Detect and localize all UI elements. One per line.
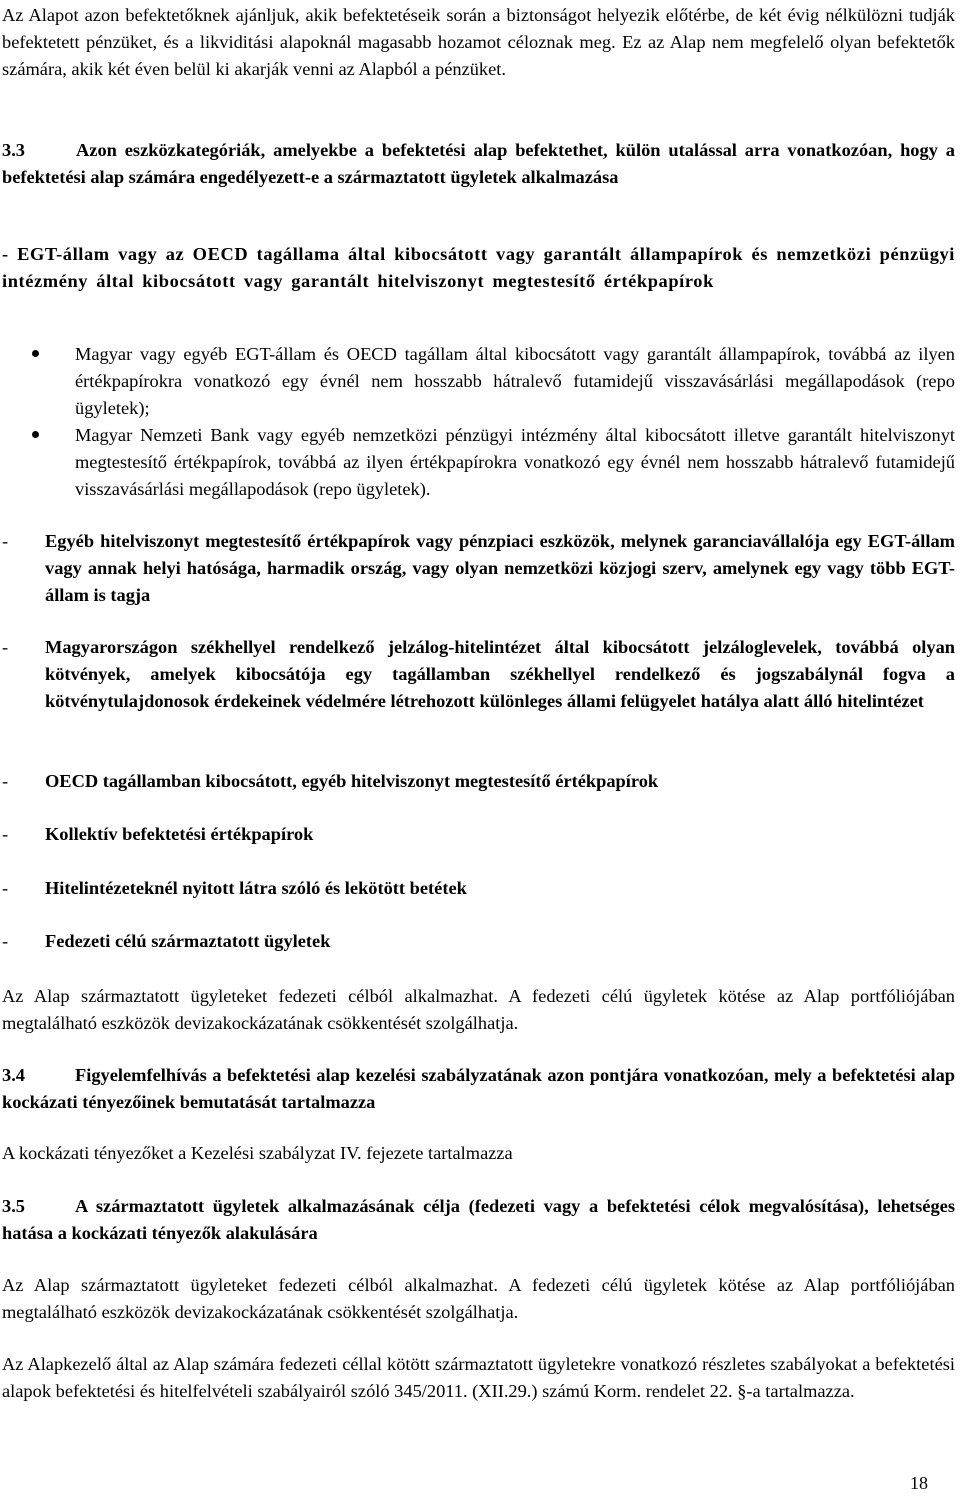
section-3-4-heading [2,1062,955,1116]
asset-category-text: Fedezeti célú származtatott ügyletek [45,931,331,951]
asset-category-text: OECD tagállamban kibocsátott, egyéb hitelviszonyt megtestesítő értékpapírok [45,771,659,791]
asset-category-item [2,768,955,795]
regulation-paragraph: Az Alapkezelő által az Alap számára fedezeti céllal kötött származtatott ügyletekre vonatkozó részletes szabályokat a befektetési alapok befektetési és hitelfelvételi szabályairól szóló 345/2011. (XII.29.) számú Korm. rendelet 22. §-a tartalmazza. [2,1354,955,1401]
intro-paragraph: Az Alapot azon befektetőknek ajánljuk, akik befektetéseik során a biztonságot helyezik előtérbe, de két évig nélkülözni tudják befektetett pénzüket, és a likviditási alapoknál magasabb hozamot céloznak meg. Ez az Alap nem megfelelő olyan befektetők számára, akik két éven belül ki akarják venni az Alapból a pénzüket. [2,5,955,79]
asset-category-text: Magyarországon székhellyel rendelkező jelzálog-hitelintézet által kibocsátott jelzáloglevelek, továbbá olyan kötvények, amelyek kibocsátója egy tagállamban székhellyel rendelkező és jogszabálynál fogva a kötvénytulajdonosok érdekeinek védelmére létrehozott különleges állami felügyelet hatálya alatt álló hitelintézet [45,637,955,711]
dash-marker: - [2,878,9,898]
dash-marker: - [2,531,9,551]
section-title: Figyelemfelhívás a befektetési alap kezelési szabályzatának azon pontjára vonatkozóan, mely a befektetési alap kockázati tényezőinek bemutatását tartalmazza [2,1065,955,1112]
asset-category-text: Egyéb hitelviszonyt megtestesítő értékpapírok vagy pénzpiaci eszközök, melynek garanciavállalója egy EGT-állam vagy annak helyi hatósága, harmadik ország, vagy olyan nemzetközi közjogi szerv, amelynek egy vagy több EGT-állam is tagja [45,531,955,605]
hedging-paragraph: Az Alap származtatott ügyleteket fedezeti célból alkalmazhat. A fedezeti célú ügyletek kötése az Alap portfóliójában megtalálható eszközök devizakockázatának csökkentését szolgálhatja. [2,986,955,1033]
asset-category-state-securities: - EGT-állam vagy az OECD tagállama által kibocsátott vagy garantált állampapírok és nemzetközi pénzügyi intézmény által kibocsátott vagy garantált hitelviszonyt megtestesítő értékpapírok [2,244,955,291]
section-3-3-heading [2,137,955,191]
bullet-icon [32,431,39,438]
list-item-text: Magyar vagy egyéb EGT-állam és OECD tagállam által kibocsátott vagy garantált állampapírok, továbbá az ilyen értékpapírokra vonatkozó egy évnél nem hosszabb hátralevő futamidejű visszavásárlási megállapodások (repo ügyletek); [75,344,955,418]
section-number: 3.5 [2,1196,25,1216]
asset-category-text: Kollektív befektetési értékpapírok [45,824,314,844]
dash-marker: - [2,931,9,951]
dash-marker: - [2,824,9,844]
asset-category-item [2,875,955,902]
section-3-5-heading [2,1193,955,1247]
section-title: A származtatott ügyletek alkalmazásának célja (fedezeti vagy a befektetési célok megvalósítása), lehetséges hatása a kockázati tényezők alakulására [2,1196,955,1243]
asset-category-item [2,634,955,715]
asset-category-item [2,928,955,955]
dash-marker: - [2,771,9,791]
risk-factors-paragraph: A kockázati tényezőket a Kezelési szabályzat IV. fejezete tartalmazza [2,1143,513,1163]
list-item [2,422,955,503]
page-number: 18 [910,1473,928,1493]
asset-category-item [2,528,955,609]
section-number: 3.4 [2,1065,25,1085]
section-number: 3.3 [2,140,25,160]
dash-marker: - [2,637,9,657]
bullet-list [2,341,955,503]
list-item [2,341,955,422]
asset-category-text: Hitelintézeteknél nyitott látra szóló és lekötött betétek [45,878,467,898]
list-item-text: Magyar Nemzeti Bank vagy egyéb nemzetközi pénzügyi intézmény által kibocsátott illetve garantált hitelviszonyt megtestesítő értékpapírok, továbbá az ilyen értékpapírokra vonatkozó egy évnél nem hosszabb hátralevő futamidejű visszavásárlási megállapodások (repo ügyletek). [75,425,955,499]
asset-category-item [2,821,955,848]
section-title: Azon eszközkategóriák, amelyekbe a befektetési alap befektethet, külön utalással arra vonatkozóan, hogy a befektetési alap számára engedélyezett-e a származtatott ügyletek alkalmazása [2,140,955,187]
bullet-icon [32,350,39,357]
hedging-paragraph: Az Alap származtatott ügyleteket fedezeti célból alkalmazhat. A fedezeti célú ügyletek kötése az Alap portfóliójában megtalálható eszközök devizakockázatának csökkentését szolgálhatja. [2,1275,955,1322]
